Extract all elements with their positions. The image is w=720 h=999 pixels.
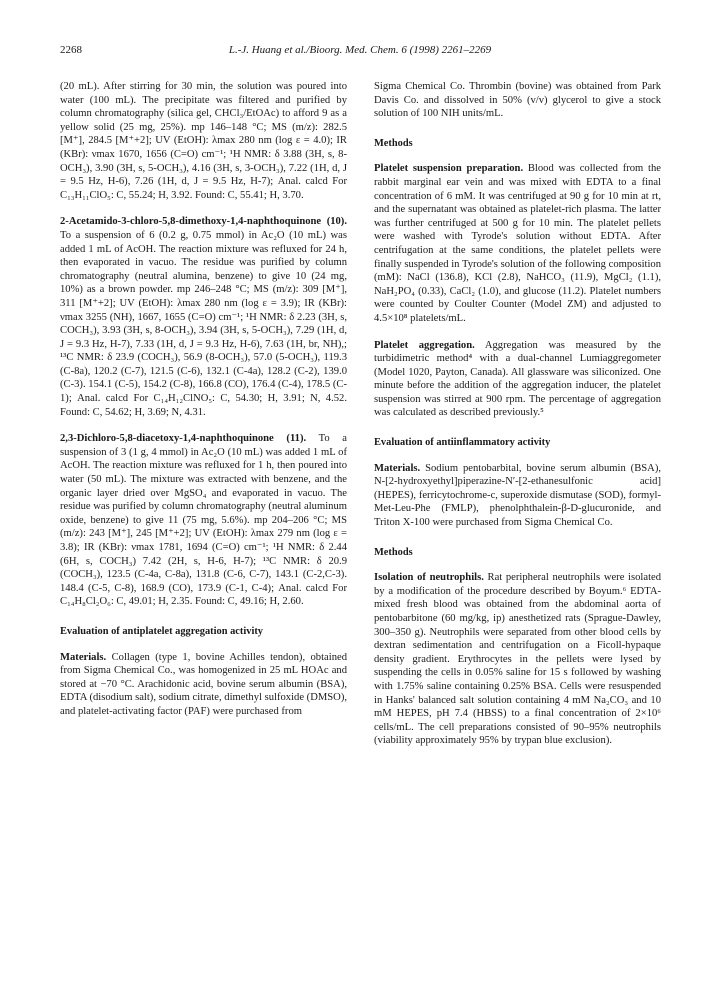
paragraph-materials-antiinflammatory (374, 462, 661, 530)
paragraph-platelet-aggregation (374, 339, 661, 421)
materials2-body: Sodium pentobarbital, bovine serum albumin (BSA), N-[2-hydroxyethyl]piperazine-N′-[2-ethanesulfonic acid] (HEPES), ferricytochrome-c, superoxide dismutase (SOD), formyl-Met-Leu-Phe (FMLP), phenolphthalein-β-D-glucuronide, and Triton X-100 were purchased from Sigma Chemical Co. (374, 462, 661, 529)
right-column (374, 80, 661, 748)
paragraph-compound-11 (60, 432, 347, 609)
section-heading-antiplatelet: Evaluation of antiplatelet aggregation activity (60, 625, 263, 637)
compound-10-body: To a suspension of 6 (0.2 g, 0.75 mmol) in Ac₂O (10 mL) was added 1 mL of AcOH. The reaction mixture was refluxed for 24 h, then evaporated in vacuo. The residue was purified by column chromatography (neutral alumina, benzene) to give 10 (24 mg, 10%) as a brown powder. mp 246–248 °C; MS (m/z): 309 [M⁺], 311 [M⁺+2]; UV (EtOH): λmax 280 nm (log ε = 3.9); IR (KBr): νmax 3255 (NH), 1667, 1655 (C=O) cm⁻¹; ¹H NMR: δ 2.23 (3H, s, COCH₃), 3.93 (3H, s, 8-OCH₃), 3.94 (3H, s, 5-OCH₃), 7.29 (1H, d, J = 9.3 Hz, H-7), 7.33 (1H, d, J = 9.3 Hz, H-6), 7.63 (1H, br, NH),; ¹³C NMR: δ 23.9 (COCH₃), 56.9 (8-OCH₃), 57.0 (5-OCH₃), 119.3 (C-8a), 120.2 (C-7), 121.5 (C-6), 132.1 (C-4a), 128.2 (C-2), 139.0 (C-3). 154.1 (C-5), 154.2 (C-8), 166.8 (CO), 176.4 (C-4), 178.5 (C-1); Anal. calcd For C₁₄H₁₂ClNO₅: C, 54.30; H, 3.91; N, 4.52. Found: C, 54.62; H, 3.69; N, 4.31. (60, 229, 347, 418)
page-number: 2268 (60, 44, 82, 56)
paragraph-platelet-suspension (374, 162, 661, 325)
compound-11-body: To a suspension of 3 (1 g, 4 mmol) in Ac₂O (10 mL) was added 1 mL of AcOH. The reaction mixture was refluxed for 1 h, then poured into water (50 mL). The mixture was extracted with benzene, and the organic layer dried over MgSO₄ and evaporated in vacuo. The residue was purified by column chromatography (neutral aluminum oxide, benzene) to give 11 (75 mg, 5.6%). mp 204–206 °C; MS (m/z): 243 [M⁺], 245 [M⁺+2]; UV (EtOH): λmax 279 nm (log ε = 3.8); IR (KBr): νmax 1781, 1694 (C=O) cm⁻¹; ¹H NMR: δ 2.44 (6H, s, COCH₃) 7.42 (2H, s, H-6, H-7); ¹³C NMR: δ 20.9 (COCH₃), 123.5 (C-4a, C-8a), 131.8 (C-6, C-7), 143.1 (C-2,C-3). 148.4 (C-5, C-8), 168.9 (CO), 173.9 (C-1, C-4); Anal. calcd For C₁₄H₈Cl₂O₆: C, 49.01; H, 2.35. Found: C, 49.16; H, 2.60. (60, 433, 347, 608)
section-heading-methods-2: Methods (374, 546, 413, 558)
paragraph-isolation-neutrophils (374, 571, 661, 748)
paragraph-materials-antiplatelet (60, 651, 347, 719)
platelet-aggregation-title: Platelet aggregation. (374, 339, 475, 351)
materials-title: Materials. (60, 651, 107, 663)
paragraph-compound-10 (60, 215, 347, 419)
platelet-suspension-body: Blood was collected from the rabbit marginal ear vein and was mixed with EDTA to a final concentration of 6 mM. It was centrifuged at 90 g for 10 min at rt, and the supernatant was obtained as platelet-rich plasma. The latter was further centrifuged at 500 g for 10 min. The platelet pellets were washed with Tyrode's solution without EDTA. After centrifugation at the same conditions, the platelet pellets were finally suspended in Tyrode's solution of the following composition (mM): NaCl (136.8), KCl (2.8), NaHCO₃ (11.9), MgCl₂ (1.1), NaH₂PO₄ (0.33), CaCl₂ (1.0), and glucose (11.2). Platelet numbers were counted by Coulter Counter (Model ZM) and adjusted to 4.5×10⁸ platelets/mL. (374, 163, 661, 324)
paragraph-compound-9: (20 mL). After stirring for 30 min, the solution was poured into water (100 mL). The precipitate was filtered and purified by column chromatography (silica gel, CHCl₃/EtOAc) to afford 9 as a yellow solid (25 mg, 25%). mp 146–148 °C; MS (m/z): 282.5 [M⁺], 284.5 [M⁺+2]; UV (EtOH): λmax 280 nm (log ε = 4.0); IR (KBr): νmax 1670, 1656 (C=O) cm⁻¹; ¹H NMR: δ 3.88 (3H, s, 8-OCH₃), 3.90 (3H, s, 5-OCH₃), 4.16 (3H, s, 3-OCH₃), 7.22 (1H, d, J = 9.5 Hz, H-6), 7.26 (1H, d, J = 9.5 Hz, H-7); Anal. calcd For C₁₃H₁₁ClO₅: C, 55.24; H, 3.92. Found: C, 55.41; H, 3.70. (60, 81, 347, 201)
platelet-suspension-title: Platelet suspension preparation. (374, 163, 524, 175)
isolation-body: Rat peripheral neutrophils were isolated by a modification of the procedure described by Boyum.⁶ EDTA-mixed fresh blood was obtained from the abdominal aorta of pentobarbitone (60 mg/kg, ip) anesthetized rats (Sprague-Dawley, 300–350 g). Neutrophils were separated from other blood cells by dextran sedimentation and centrifugation on a Ficoll-hypaque density gradient. Erythrocytes in the pellets were lysed by suspending the cells in 0.05% saline for 15 s followed by washing with 1.75% saline containing 0.25% BSA. Cells were resuspended in Hanks' balanced salt solution containing 4 mM Na₂CO₃ and 10 mM HEPES, pH 7.4 (HBSS) to a final concentration of 2×10⁶ cells/mL. The cell preparations consisted of 90–95% neutrophils (viability approximately 95% by trypan blue exclusion). (374, 572, 662, 747)
left-column (60, 80, 347, 719)
materials2-title: Materials. (374, 462, 421, 474)
running-title: L.-J. Huang et al./Bioorg. Med. Chem. 6 (1998) 2261–2269 (228, 44, 492, 56)
section-heading-methods-1: Methods (374, 137, 413, 149)
materials-body: Collagen (type 1, bovine Achilles tendon), obtained from Sigma Chemical Co., was homogenized in 25 mL HOAc and stored at −70 °C. Arachidonic acid, bovine serum albumin (BSA), EDTA (disodium salt), sodium citrate, dimethyl sulfoxide (DMSO), and platelet-activating factor (PAF) were purchased from (60, 651, 347, 717)
compound-11-title: 2,3-Dichloro-5,8-diacetoxy-1,4-naphthoquinone (11). (60, 433, 307, 445)
section-heading-antiinflammatory: Evaluation of antiinflammatory activity (374, 437, 551, 449)
isolation-title: Isolation of neutrophils. (374, 572, 484, 584)
platelet-aggregation-body: Aggregation was measured by the turbidimetric method⁴ with a dual-channel Lumiaggregometer (Model 1020, Payton, Canada). All glassware was siliconized. One minute before the addition of the aggregation inducer, the platelet suspension was stirred at 900 rpm. The percentage of aggregation was calculated as described previously.⁵ (374, 339, 661, 419)
page-header (60, 44, 660, 60)
compound-10-title: 2-Acetamido-3-chloro-5,8-dimethoxy-1,4-naphthoquinone (10). (60, 216, 347, 228)
paragraph-thrombin: Sigma Chemical Co. Thrombin (bovine) was obtained from Park Davis Co. and dissolved in 50% (v/v) glycerol to give a stock solution of 100 NIH units/mL. (374, 81, 661, 120)
